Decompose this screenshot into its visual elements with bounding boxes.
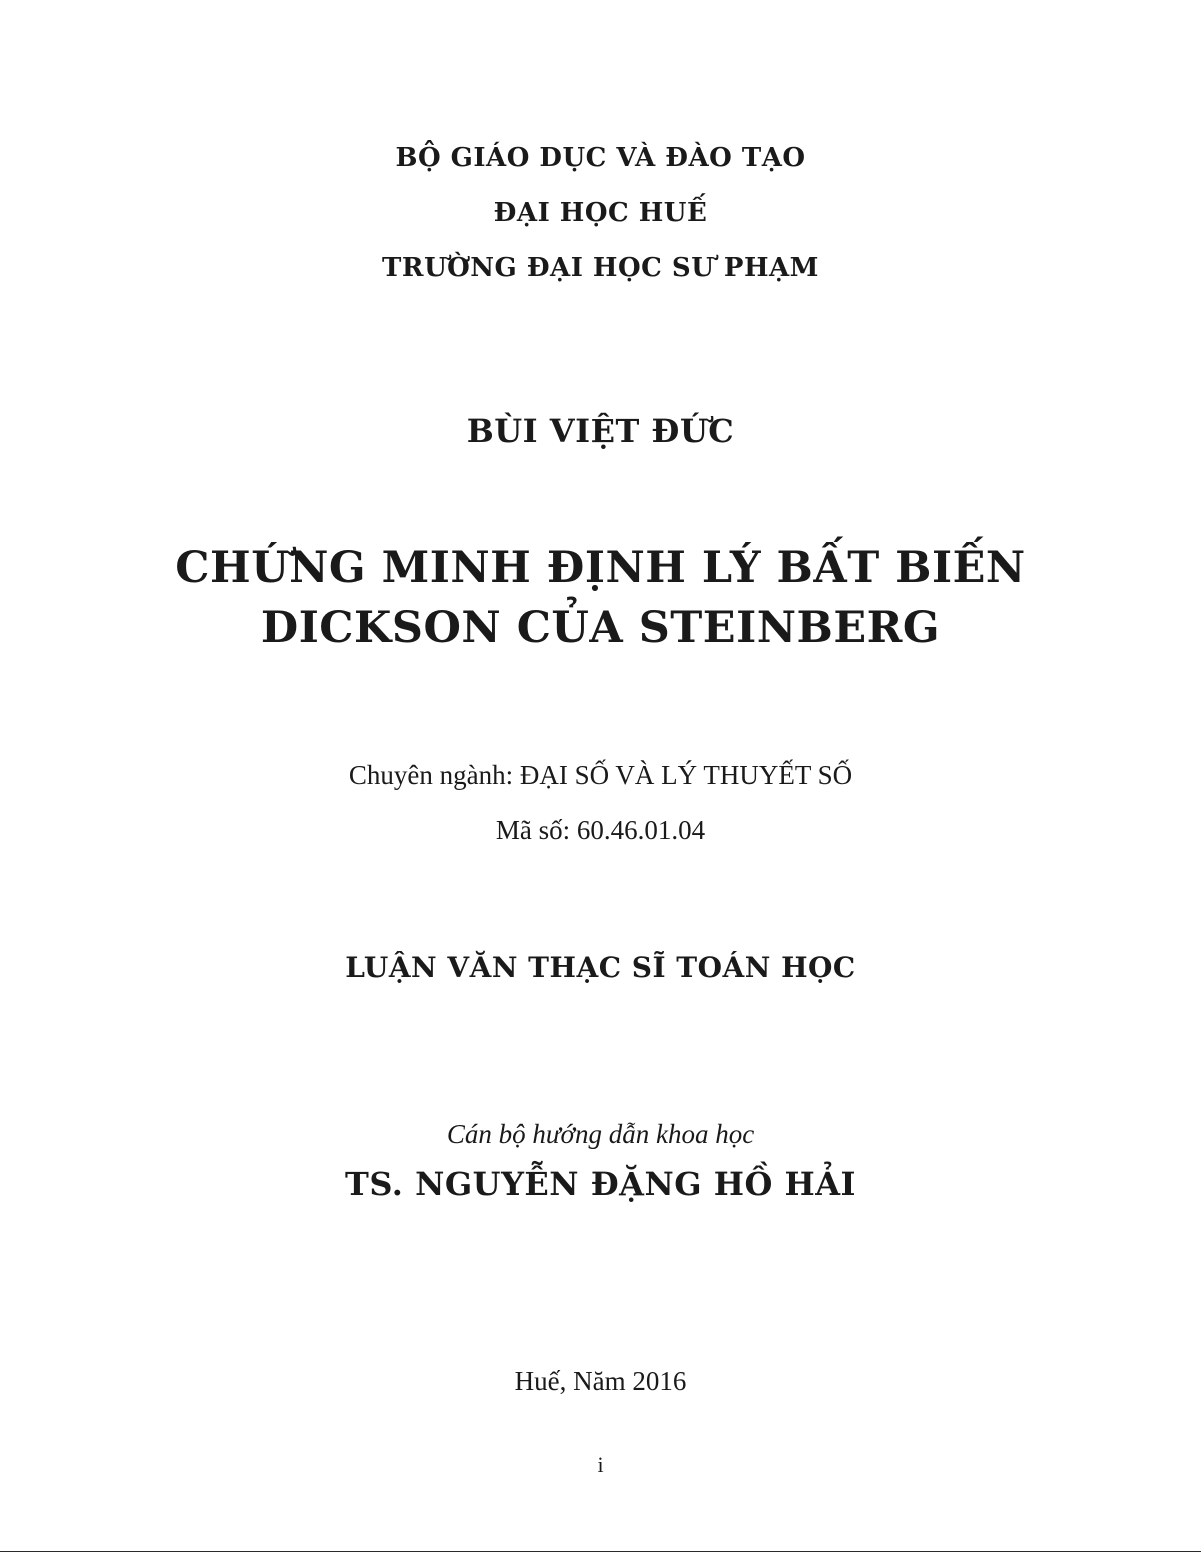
supervisor-name: TS. NGUYỄN ĐẶNG HỒ HẢI <box>345 1165 856 1203</box>
bottom-edge-line <box>0 1551 1201 1552</box>
place-and-year: Huế, Năm 2016 <box>514 1366 687 1396</box>
school-name: TRƯỜNG ĐẠI HỌC SƯ PHẠM <box>382 253 819 283</box>
degree-type: LUẬN VĂN THẠC SĨ TOÁN HỌC <box>345 951 856 984</box>
ministry-name: BỘ GIÁO DỤC VÀ ĐÀO TẠO <box>395 143 806 173</box>
page-number: i <box>597 1452 604 1477</box>
author-name: BÙI VIỆT ĐỨC <box>466 412 735 450</box>
university-name: ĐẠI HỌC HUẾ <box>493 198 708 228</box>
specialization-code: Mã số: 60.46.01.04 <box>495 815 706 845</box>
specialization: Chuyên ngành: ĐẠI SỐ VÀ LÝ THUYẾT SỐ <box>348 760 853 790</box>
thesis-title-line-2: DICKSON CỦA STEINBERG <box>260 603 941 653</box>
thesis-title-line-1: CHỨNG MINH ĐỊNH LÝ BẤT BIẾN <box>175 543 1026 593</box>
supervisor-label: Cán bộ hướng dẫn khoa học <box>446 1119 755 1149</box>
